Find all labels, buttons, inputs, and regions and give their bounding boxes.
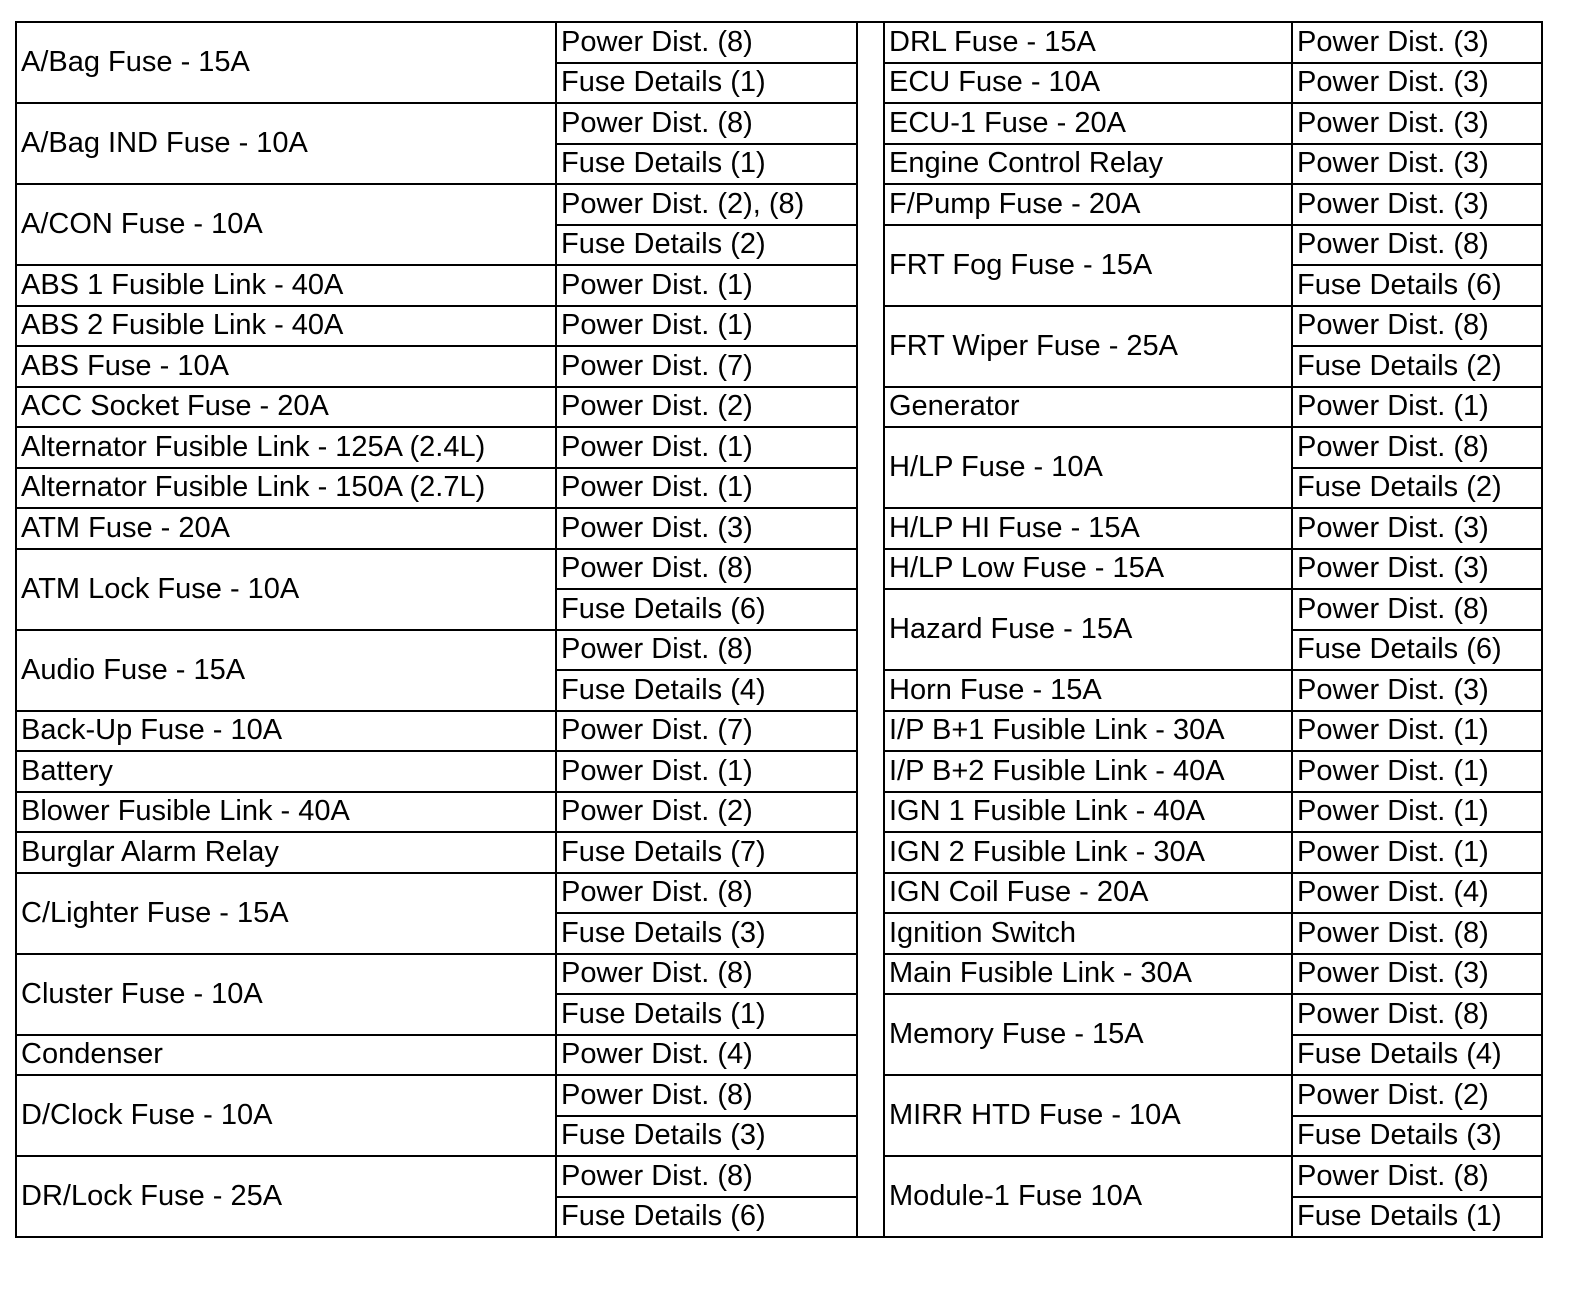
component-name: DR/Lock Fuse - 25A bbox=[16, 1156, 556, 1237]
component-name: H/LP Low Fuse - 15A bbox=[884, 549, 1292, 590]
reference-link[interactable]: Fuse Details (1) bbox=[556, 994, 857, 1035]
table-row bbox=[16, 751, 857, 792]
component-name: IGN Coil Fuse - 20A bbox=[884, 873, 1292, 914]
component-name: Burglar Alarm Relay bbox=[16, 832, 556, 873]
reference-link[interactable]: Power Dist. (8) bbox=[556, 103, 857, 144]
table-row bbox=[884, 792, 1542, 833]
table-row bbox=[16, 184, 857, 225]
component-name: MIRR HTD Fuse - 10A bbox=[884, 1075, 1292, 1156]
reference-link[interactable]: Fuse Details (6) bbox=[556, 1197, 857, 1238]
table-row bbox=[16, 265, 857, 306]
table-row bbox=[884, 1075, 1542, 1116]
table-row bbox=[16, 508, 857, 549]
reference-link[interactable]: Power Dist. (8) bbox=[556, 549, 857, 590]
reference-link[interactable]: Power Dist. (2) bbox=[556, 387, 857, 428]
component-name: FRT Wiper Fuse - 25A bbox=[884, 306, 1292, 387]
reference-link[interactable]: Power Dist. (3) bbox=[556, 508, 857, 549]
reference-link[interactable]: Fuse Details (4) bbox=[1292, 1035, 1542, 1076]
reference-link[interactable]: Power Dist. (1) bbox=[556, 468, 857, 509]
component-name: D/Clock Fuse - 10A bbox=[16, 1075, 556, 1156]
reference-link[interactable]: Power Dist. (1) bbox=[1292, 751, 1542, 792]
reference-link[interactable]: Power Dist. (8) bbox=[1292, 1156, 1542, 1197]
table-row bbox=[884, 589, 1542, 630]
reference-link[interactable]: Power Dist. (2) bbox=[556, 792, 857, 833]
table-row bbox=[884, 549, 1542, 590]
component-name: Battery bbox=[16, 751, 556, 792]
right-fuse-table bbox=[883, 21, 1543, 1238]
reference-link[interactable]: Power Dist. (8) bbox=[1292, 994, 1542, 1035]
table-row bbox=[884, 387, 1542, 428]
reference-link[interactable]: Power Dist. (4) bbox=[556, 1035, 857, 1076]
reference-link[interactable]: Fuse Details (1) bbox=[1292, 1197, 1542, 1238]
reference-link[interactable]: Power Dist. (1) bbox=[1292, 792, 1542, 833]
component-name: Audio Fuse - 15A bbox=[16, 630, 556, 711]
component-name: Hazard Fuse - 15A bbox=[884, 589, 1292, 670]
table-row bbox=[16, 468, 857, 509]
reference-link[interactable]: Power Dist. (3) bbox=[1292, 670, 1542, 711]
component-name: ABS Fuse - 10A bbox=[16, 346, 556, 387]
component-name: Blower Fusible Link - 40A bbox=[16, 792, 556, 833]
table-row bbox=[16, 549, 857, 590]
reference-link[interactable]: Power Dist. (3) bbox=[1292, 508, 1542, 549]
reference-link[interactable]: Fuse Details (3) bbox=[556, 913, 857, 954]
component-name: Module-1 Fuse 10A bbox=[884, 1156, 1292, 1237]
reference-link[interactable]: Power Dist. (8) bbox=[556, 1075, 857, 1116]
reference-link[interactable]: Power Dist. (1) bbox=[1292, 711, 1542, 752]
table-row bbox=[16, 832, 857, 873]
table-row bbox=[884, 873, 1542, 914]
component-name: H/LP HI Fuse - 15A bbox=[884, 508, 1292, 549]
table-row bbox=[884, 670, 1542, 711]
reference-link[interactable]: Power Dist. (7) bbox=[556, 711, 857, 752]
reference-link[interactable]: Fuse Details (1) bbox=[556, 63, 857, 104]
column-gap bbox=[858, 21, 883, 1238]
left-fuse-table bbox=[15, 21, 858, 1238]
reference-link[interactable]: Fuse Details (6) bbox=[1292, 630, 1542, 671]
reference-link[interactable]: Fuse Details (3) bbox=[1292, 1116, 1542, 1157]
reference-link[interactable]: Power Dist. (2) bbox=[1292, 1075, 1542, 1116]
component-name: FRT Fog Fuse - 15A bbox=[884, 225, 1292, 306]
reference-link[interactable]: Fuse Details (6) bbox=[556, 589, 857, 630]
component-name: Main Fusible Link - 30A bbox=[884, 954, 1292, 995]
table-row bbox=[16, 792, 857, 833]
reference-link[interactable]: Power Dist. (1) bbox=[556, 265, 857, 306]
component-name: Memory Fuse - 15A bbox=[884, 994, 1292, 1075]
table-row bbox=[16, 630, 857, 671]
reference-link[interactable]: Power Dist. (8) bbox=[556, 630, 857, 671]
reference-link[interactable]: Power Dist. (2), (8) bbox=[556, 184, 857, 225]
reference-link[interactable]: Power Dist. (3) bbox=[1292, 549, 1542, 590]
reference-link[interactable]: Power Dist. (8) bbox=[1292, 306, 1542, 347]
reference-link[interactable]: Power Dist. (3) bbox=[1292, 954, 1542, 995]
reference-link[interactable]: Fuse Details (4) bbox=[556, 670, 857, 711]
component-name: I/P B+1 Fusible Link - 30A bbox=[884, 711, 1292, 752]
table-row bbox=[16, 387, 857, 428]
reference-link[interactable]: Power Dist. (8) bbox=[556, 22, 857, 63]
component-name: ATM Fuse - 20A bbox=[16, 508, 556, 549]
component-name: IGN 2 Fusible Link - 30A bbox=[884, 832, 1292, 873]
reference-link[interactable]: Fuse Details (2) bbox=[1292, 468, 1542, 509]
table-row bbox=[884, 1156, 1542, 1197]
table-row bbox=[884, 306, 1542, 347]
table-row bbox=[884, 427, 1542, 468]
component-name: ABS 2 Fusible Link - 40A bbox=[16, 306, 556, 347]
table-row bbox=[884, 22, 1542, 63]
reference-link[interactable]: Power Dist. (8) bbox=[556, 873, 857, 914]
reference-link[interactable]: Power Dist. (3) bbox=[1292, 144, 1542, 185]
table-row bbox=[16, 22, 857, 63]
table-row bbox=[884, 994, 1542, 1035]
reference-link[interactable]: Power Dist. (4) bbox=[1292, 873, 1542, 914]
reference-link[interactable]: Power Dist. (1) bbox=[556, 306, 857, 347]
component-name: ECU-1 Fuse - 20A bbox=[884, 103, 1292, 144]
table-row bbox=[16, 1156, 857, 1197]
table-row bbox=[16, 427, 857, 468]
component-name: Alternator Fusible Link - 150A (2.7L) bbox=[16, 468, 556, 509]
table-row bbox=[16, 306, 857, 347]
component-name: A/Bag Fuse - 15A bbox=[16, 22, 556, 103]
component-name: Cluster Fuse - 10A bbox=[16, 954, 556, 1035]
reference-link[interactable]: Power Dist. (1) bbox=[556, 427, 857, 468]
reference-link[interactable]: Fuse Details (1) bbox=[556, 144, 857, 185]
component-name: DRL Fuse - 15A bbox=[884, 22, 1292, 63]
component-name: Back-Up Fuse - 10A bbox=[16, 711, 556, 752]
table-row bbox=[884, 184, 1542, 225]
reference-link[interactable]: Fuse Details (6) bbox=[1292, 265, 1542, 306]
component-name: C/Lighter Fuse - 15A bbox=[16, 873, 556, 954]
component-name: ACC Socket Fuse - 20A bbox=[16, 387, 556, 428]
table-row bbox=[16, 1075, 857, 1116]
table-row bbox=[884, 225, 1542, 266]
reference-link[interactable]: Power Dist. (7) bbox=[556, 346, 857, 387]
table-row bbox=[16, 711, 857, 752]
reference-link[interactable]: Power Dist. (3) bbox=[1292, 63, 1542, 104]
table-row bbox=[884, 144, 1542, 185]
table-row bbox=[884, 508, 1542, 549]
reference-link[interactable]: Power Dist. (8) bbox=[556, 1156, 857, 1197]
table-row bbox=[16, 954, 857, 995]
reference-link[interactable]: Power Dist. (1) bbox=[556, 751, 857, 792]
reference-link[interactable]: Fuse Details (2) bbox=[556, 225, 857, 266]
reference-link[interactable]: Power Dist. (1) bbox=[1292, 387, 1542, 428]
reference-link[interactable]: Fuse Details (7) bbox=[556, 832, 857, 873]
component-name: F/Pump Fuse - 20A bbox=[884, 184, 1292, 225]
component-name: ATM Lock Fuse - 10A bbox=[16, 549, 556, 630]
table-row bbox=[16, 1035, 857, 1076]
component-name: Engine Control Relay bbox=[884, 144, 1292, 185]
reference-link[interactable]: Power Dist. (8) bbox=[1292, 913, 1542, 954]
table-row bbox=[884, 63, 1542, 104]
component-name: I/P B+2 Fusible Link - 40A bbox=[884, 751, 1292, 792]
table-row bbox=[16, 346, 857, 387]
table-row bbox=[884, 711, 1542, 752]
reference-link[interactable]: Power Dist. (8) bbox=[1292, 225, 1542, 266]
component-name: IGN 1 Fusible Link - 40A bbox=[884, 792, 1292, 833]
component-name: H/LP Fuse - 10A bbox=[884, 427, 1292, 508]
reference-link[interactable]: Power Dist. (3) bbox=[1292, 22, 1542, 63]
component-name: Generator bbox=[884, 387, 1292, 428]
component-name: A/Bag IND Fuse - 10A bbox=[16, 103, 556, 184]
reference-link[interactable]: Power Dist. (8) bbox=[556, 954, 857, 995]
component-name: A/CON Fuse - 10A bbox=[16, 184, 556, 265]
component-name: ABS 1 Fusible Link - 40A bbox=[16, 265, 556, 306]
table-row bbox=[16, 103, 857, 144]
table-row bbox=[884, 954, 1542, 995]
component-name: Horn Fuse - 15A bbox=[884, 670, 1292, 711]
reference-link[interactable]: Power Dist. (8) bbox=[1292, 589, 1542, 630]
component-name: Ignition Switch bbox=[884, 913, 1292, 954]
reference-link[interactable]: Power Dist. (1) bbox=[1292, 832, 1542, 873]
reference-link[interactable]: Fuse Details (2) bbox=[1292, 346, 1542, 387]
table-row bbox=[16, 873, 857, 914]
component-name: Alternator Fusible Link - 125A (2.4L) bbox=[16, 427, 556, 468]
reference-link[interactable]: Power Dist. (8) bbox=[1292, 427, 1542, 468]
component-name: Condenser bbox=[16, 1035, 556, 1076]
table-row bbox=[884, 103, 1542, 144]
fuse-index-sheet bbox=[15, 21, 1543, 1238]
reference-link[interactable]: Fuse Details (3) bbox=[556, 1116, 857, 1157]
table-row bbox=[884, 913, 1542, 954]
component-name: ECU Fuse - 10A bbox=[884, 63, 1292, 104]
table-row bbox=[884, 832, 1542, 873]
table-row bbox=[884, 751, 1542, 792]
reference-link[interactable]: Power Dist. (3) bbox=[1292, 103, 1542, 144]
reference-link[interactable]: Power Dist. (3) bbox=[1292, 184, 1542, 225]
